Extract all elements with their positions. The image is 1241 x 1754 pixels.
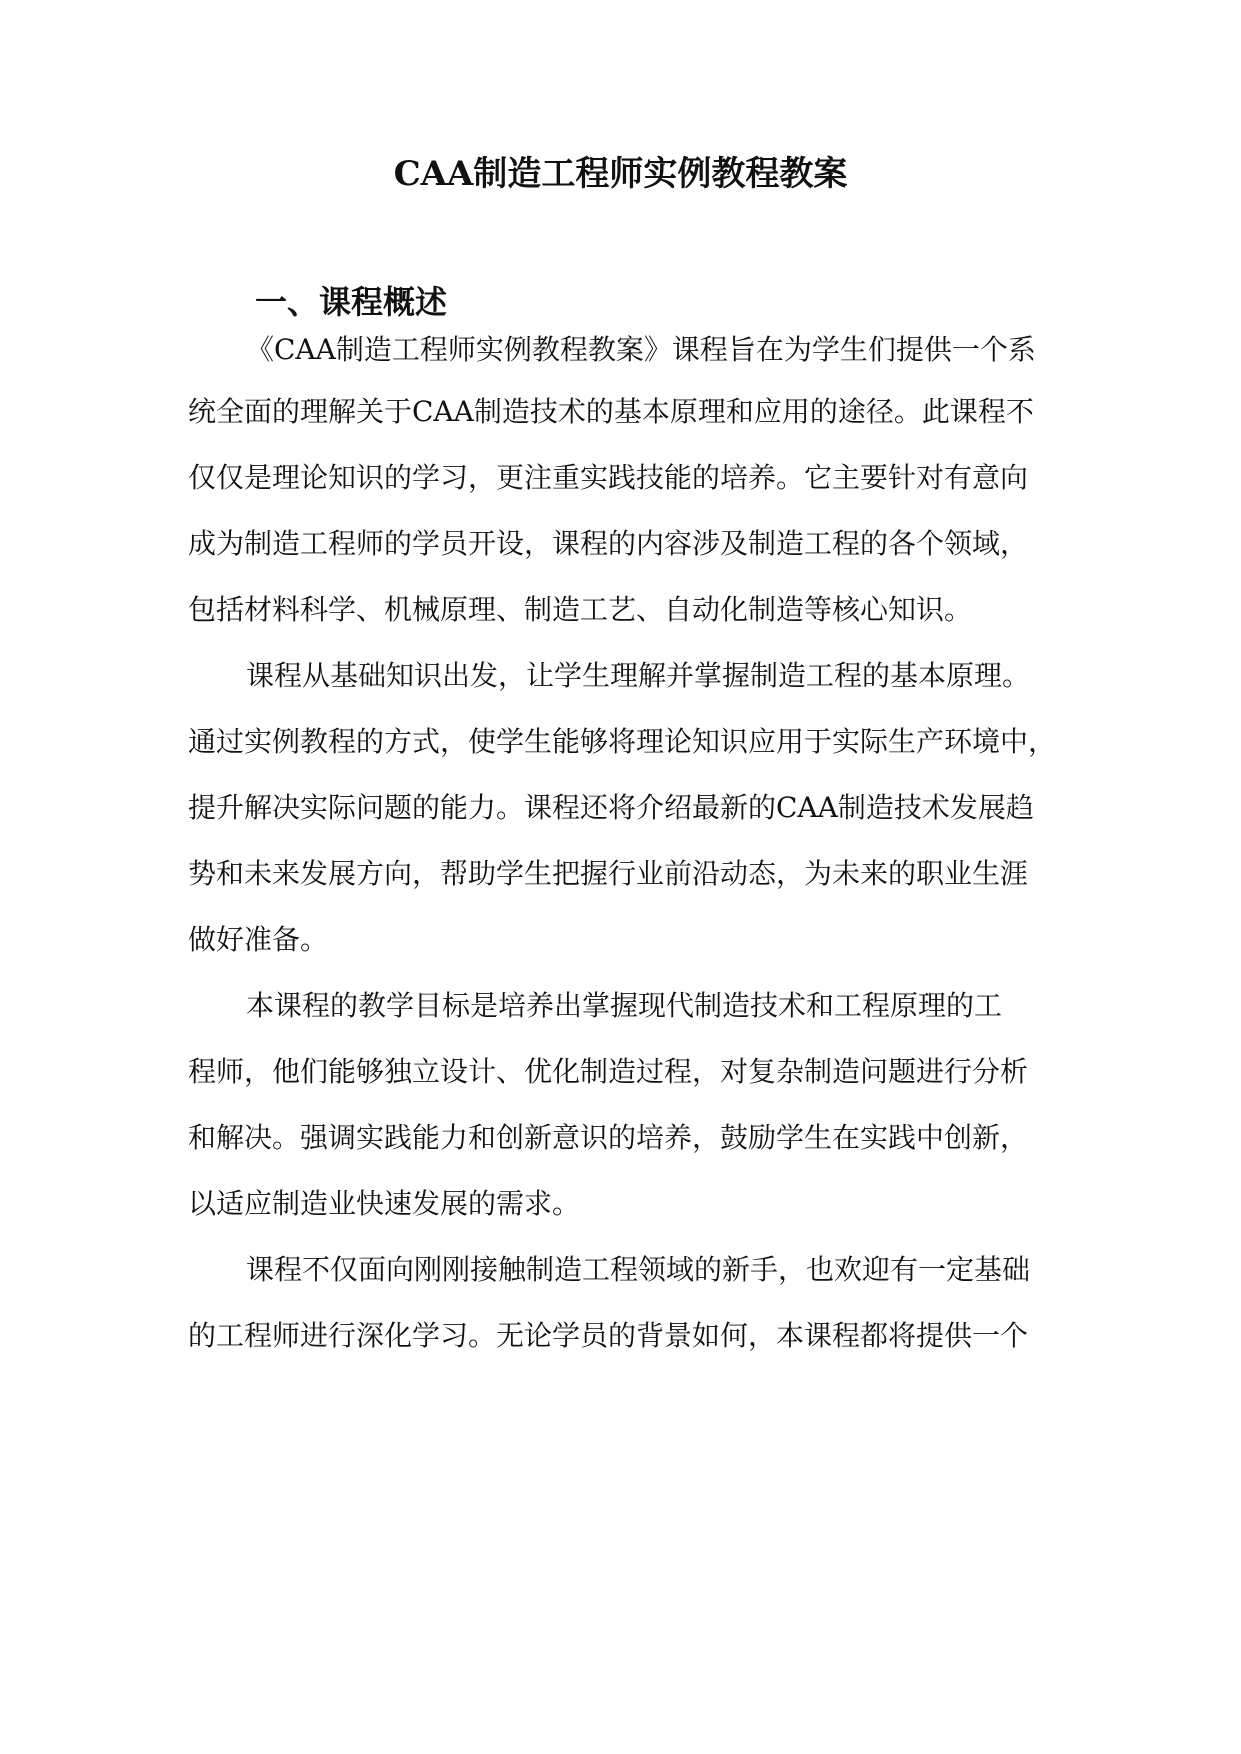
paragraph-2-line-2: 通过实例教程的方式，使学生能够将理论知识应用于实际生产环境中，	[188, 725, 1057, 758]
paragraph-1-line-2: 统全面的理解关于CAA制造技术的基本原理和应用的途径。此课程不	[188, 395, 1034, 428]
paragraph-4-line-1: 课程不仅面向刚刚接触制造工程领域的新手，也欢迎有一定基础	[246, 1253, 1031, 1286]
paragraph-1-line-1: 《CAA制造工程师实例教程教案》课程旨在为学生们提供一个系	[246, 333, 1036, 366]
section-heading: 一、课程概述	[255, 283, 448, 321]
paragraph-3-line-2: 程师，他们能够独立设计、优化制造过程，对复杂制造问题进行分析	[188, 1055, 1029, 1088]
paragraph-1-line-5: 包括材料科学、机械原理、制造工艺、自动化制造等核心知识。	[188, 593, 973, 626]
paragraph-1-line-4: 成为制造工程师的学员开设，课程的内容涉及制造工程的各个领域，	[188, 527, 1029, 560]
paragraph-2-line-3: 提升解决实际问题的能力。课程还将介绍最新的CAA制造技术发展趋	[188, 791, 1034, 824]
paragraph-4-line-2: 的工程师进行深化学习。无论学员的背景如何，本课程都将提供一个	[188, 1319, 1029, 1352]
paragraph-3-line-1: 本课程的教学目标是培养出掌握现代制造技术和工程原理的工	[246, 989, 1003, 1022]
document-title: CAA制造工程师实例教程教案	[393, 154, 848, 194]
paragraph-2-line-5: 做好准备。	[188, 923, 329, 956]
paragraph-1-line-3: 仅仅是理论知识的学习，更注重实践技能的培养。它主要针对有意向	[188, 461, 1029, 494]
paragraph-3-line-3: 和解决。强调实践能力和创新意识的培养，鼓励学生在实践中创新，	[188, 1121, 1029, 1154]
paragraph-3-line-4: 以适应制造业快速发展的需求。	[188, 1187, 581, 1220]
paragraph-2-line-4: 势和未来发展方向，帮助学生把握行业前沿动态，为未来的职业生涯	[188, 857, 1029, 890]
paragraph-2-line-1: 课程从基础知识出发，让学生理解并掌握制造工程的基本原理。	[246, 659, 1031, 692]
